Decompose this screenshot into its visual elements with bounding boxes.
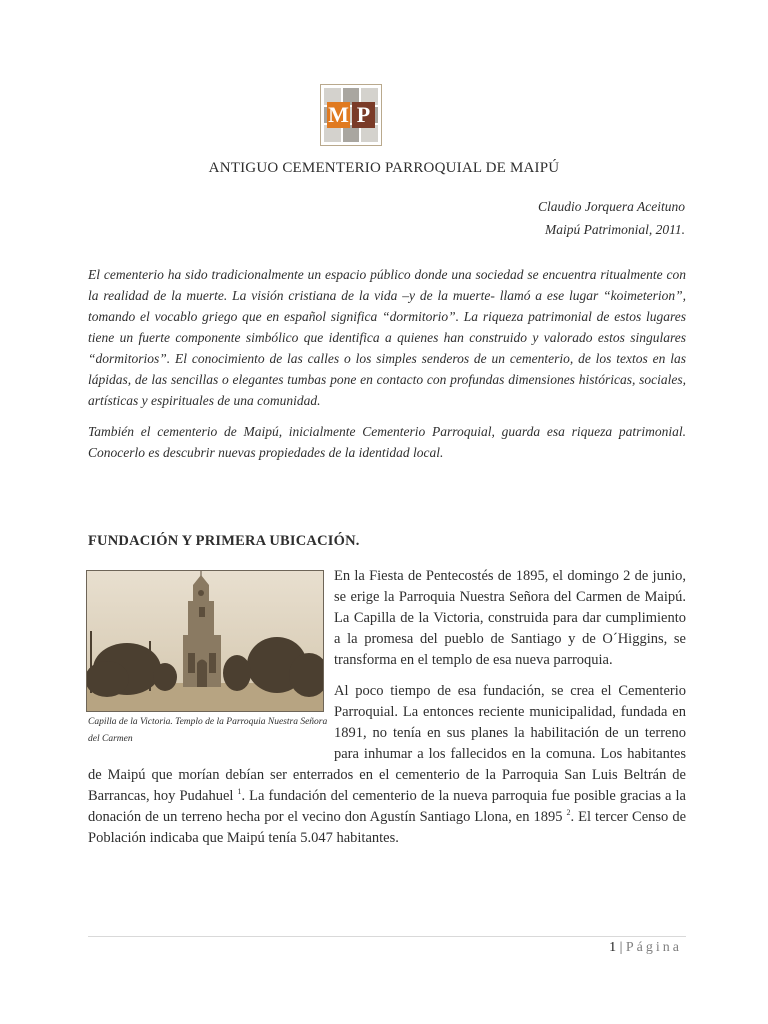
page-footer (609, 940, 682, 956)
footnote-ref[interactable]: 2 (566, 808, 571, 818)
mp-logo (320, 84, 382, 146)
logo-letter-m: M (328, 102, 349, 127)
body-text-segment: . La fundación del cementerio de la nueva parroquia fue posible gracias a la donación de un terreno hecha por el vecino don Agustín Santiago Llona, en 1895 (88, 788, 686, 825)
intro-paragraph: El cementerio ha sido tradicionalmente un espacio público donde una sociedad se encuentra ritualmente con la realidad de la muerte. La visión cristiana de la vida –y de la muerte- llamó a ese lugar “koimeterion”, tomando el vocablo griego que en español significa “dormitorio”. La riqueza patrimonial de estos lugares tiene un fuerte componente simbólico que identifica a quienes han construido y valorado estos singulares “dormitorios”. El conocimiento de las calles o los simples senderos de un cementerio, de los textos en las lápidas, de las sencillas o elegantes tumbas pone en contacto con profundas dimensiones históricas, sociales, artísticas y espirituales de una comunidad. (88, 267, 686, 408)
body-text-segment: . El tercer Censo de Población indicaba que Maipú tenía 5.047 habitantes. (88, 809, 687, 846)
body-text (88, 566, 686, 859)
figure-wrap-space (88, 566, 334, 752)
photo-caption: Capilla de la Victoria. Templo de la Parroquia Nuestra Señora del Carmen (88, 717, 328, 744)
section-heading: FUNDACIÓN Y PRIMERA UBICACIÓN. (88, 533, 360, 549)
body-paragraph: En la Fiesta de Pentecostés de 1895, el domingo 2 de junio, se erige la Parroquia Nuestra Señora del Carmen de Maipú. La Capilla de la Victoria, construida para dar cumplimiento a la promesa del pueblo de Santiago y de O´Higgins, se transforma en el templo de esa nueva parroquia. (334, 568, 686, 668)
author-affiliation: Maipú Patrimonial, 2011. (545, 222, 685, 237)
logo-letters (327, 102, 375, 128)
intro-section (88, 264, 686, 473)
footer-divider (88, 936, 686, 937)
document-title: ANTIGUO CEMENTERIO PARROQUIAL DE MAIPÚ (208, 160, 560, 176)
page-label: Página (625, 940, 682, 955)
body-text-segment: Al poco tiempo de esa fundación, se crea el Cementerio Parroquial. La entonces reciente municipalidad, fundada en 1891, no tenía en sus planes la habilitación de un terreno para inhumar a los fallecidos en la comuna. Los habitantes de Maipú que morían debían ser enterrados en el cementerio de la Parroquia San Luis Beltrán de Barrancas, hoy Pudahuel (88, 683, 686, 804)
footnote-ref[interactable]: 1 (237, 787, 242, 797)
footer-separator: | (616, 940, 626, 955)
author-block (538, 195, 685, 241)
logo-letter-p: P (352, 102, 375, 128)
author-name: Claudio Jorquera Aceituno (538, 199, 685, 214)
page-number: 1 (609, 940, 617, 955)
intro-paragraph: También el cementerio de Maipú, inicialmente Cementerio Parroquial, guarda esa riqueza patrimonial. Conocerlo es descubrir nuevas propiedades de la identidad local. (88, 424, 686, 460)
